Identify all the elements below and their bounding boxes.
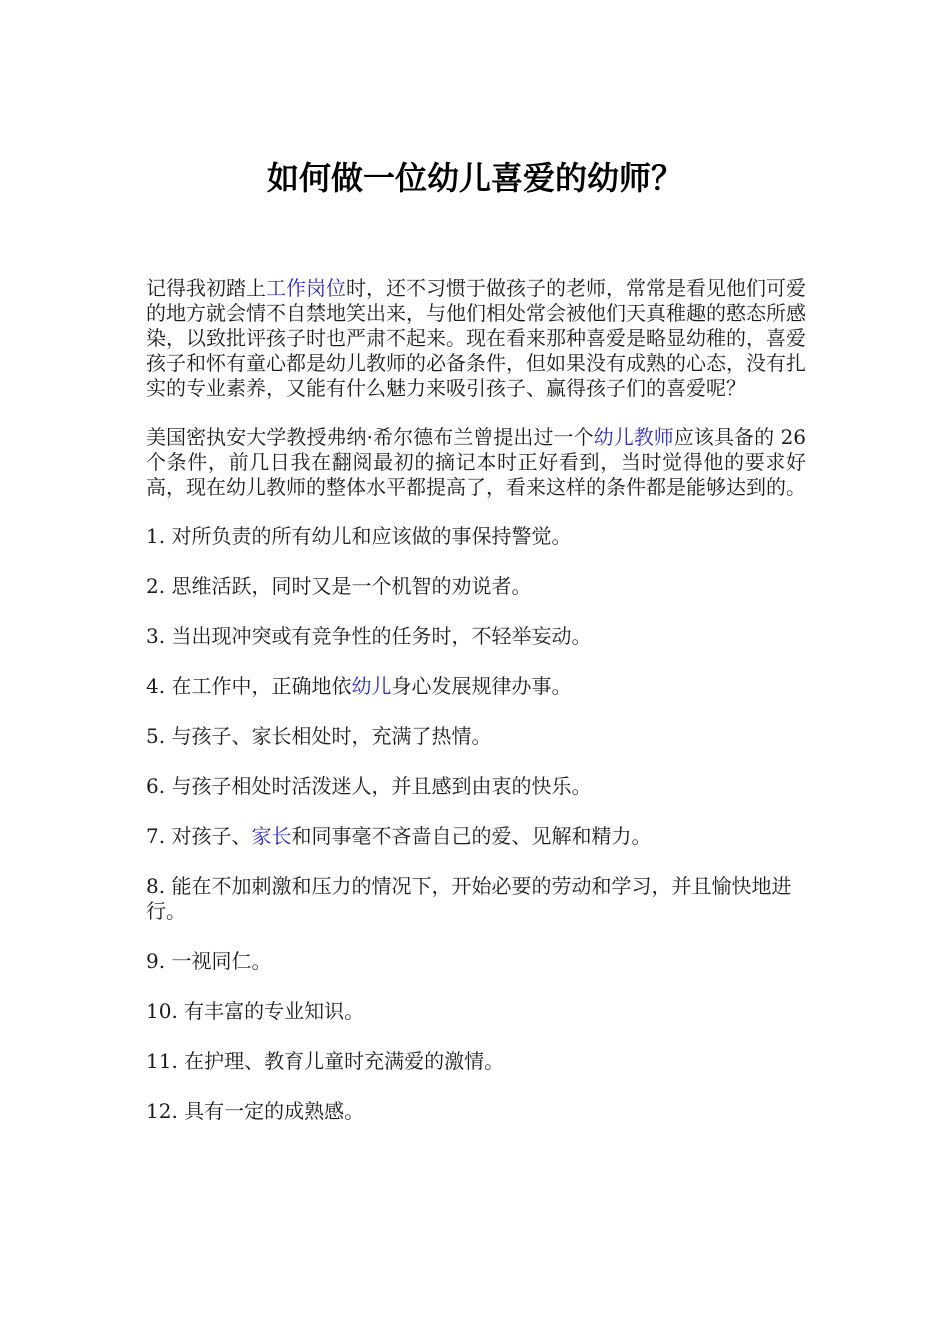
list-item-text: 和同事毫不吝啬自己的爱、见解和精力。 xyxy=(291,824,652,848)
list-item-5 xyxy=(146,724,806,749)
document-body xyxy=(146,276,806,1149)
list-item-8 xyxy=(146,874,806,924)
link-parents[interactable]: 家长 xyxy=(251,824,292,848)
link-preschool-teacher[interactable]: 幼儿教师 xyxy=(593,425,674,449)
link-work-position[interactable]: 工作岗位 xyxy=(266,276,346,300)
paragraph-conditions xyxy=(146,425,806,500)
list-item-4 xyxy=(146,674,806,699)
list-item-text: 4. 在工作中，正确地依 xyxy=(146,674,352,698)
paragraph-text: 美国密执安大学教授弗纳·希尔德布兰曾提出过一个 xyxy=(146,425,594,449)
list-item-2 xyxy=(146,574,806,599)
page-title: 如何做一位幼儿喜爱的幼师？ xyxy=(266,159,683,197)
list-item-7 xyxy=(146,824,806,849)
link-children[interactable]: 幼儿 xyxy=(351,674,392,698)
list-item-11 xyxy=(146,1049,806,1074)
paragraph-text: 记得我初踏上 xyxy=(146,276,266,300)
list-item-12 xyxy=(146,1099,806,1124)
list-item-1 xyxy=(146,524,806,549)
paragraph-text: 应该具备的 26 个条件，前几日我在翻阅最初的摘记本时正好看到，当时觉得他的要求好高，现在幼儿教师的整体水平都提高了，看来这样的条件都是能够达到的。 xyxy=(146,425,807,499)
list-item-9 xyxy=(146,949,806,974)
paragraph-intro xyxy=(146,276,806,401)
list-item-10 xyxy=(146,999,806,1024)
list-item-text: 2. 思维活跃，同时又是一个机智的劝说者。 xyxy=(146,574,532,598)
list-item-text: 7. 对孩子、 xyxy=(146,824,252,848)
list-item-text: 10. 有丰富的专业知识。 xyxy=(146,999,365,1023)
list-item-text: 身心发展规律办事。 xyxy=(391,674,572,698)
list-item-text: 1. 对所负责的所有幼儿和应该做的事保持警觉。 xyxy=(146,524,572,548)
list-item-text: 12. 具有一定的成熟感。 xyxy=(146,1099,365,1123)
list-item-text: 6. 与孩子相处时活泼迷人，并且感到由衷的快乐。 xyxy=(146,774,592,798)
list-item-text: 9. 一视同仁。 xyxy=(146,949,272,973)
list-item-text: 5. 与孩子、家长相处时，充满了热情。 xyxy=(146,724,492,748)
list-item-3 xyxy=(146,624,806,649)
list-item-6 xyxy=(146,774,806,799)
list-item-text: 8. 能在不加刺激和压力的情况下，开始必要的劳动和学习，并且愉快地进行。 xyxy=(146,874,792,923)
list-item-text: 11. 在护理、教育儿童时充满爱的激情。 xyxy=(146,1049,505,1073)
list-item-text: 3. 当出现冲突或有竞争性的任务时，不轻举妄动。 xyxy=(146,624,592,648)
paragraph-text: 时，还不习惯于做孩子的老师，常常是看见他们可爱的地方就会情不自禁地笑出来，与他们相处常会被他们天真稚趣的憨态所感染，以致批评孩子时也严肃不起来。现在看来那种喜爱是略显幼稚的，喜爱孩子和怀有童心都是幼儿教师的必备条件，但如果没有成熟的心态，没有扎实的专业素养，又能有什么魅力来吸引孩子、赢得孩子们的喜爱呢？ xyxy=(146,276,806,400)
